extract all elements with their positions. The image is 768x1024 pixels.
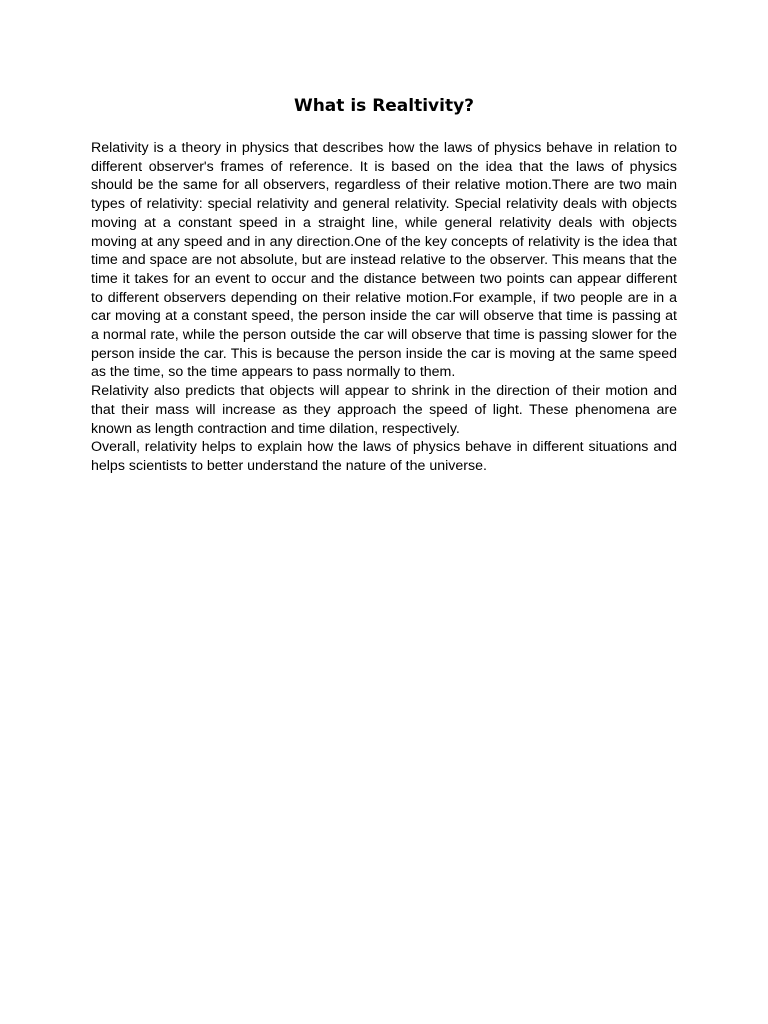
paragraph-predictions: Relativity also predicts that objects will appear to shrink in the direction of their motion and that their mass will increase as they approach the speed of light. These phenomena are known as length contraction and time dilation, respectively. xyxy=(91,383,677,437)
document-title: What is Realtivity? xyxy=(293,96,475,116)
document-body xyxy=(91,139,677,476)
paragraph-conclusion: Overall, relativity helps to explain how the laws of physics behave in different situations and helps scientists to better understand the nature of the universe. xyxy=(91,439,677,474)
paragraph-intro: Relativity is a theory in physics that describes how the laws of physics behave in relation to different observer's frames of reference. It is based on the idea that the laws of physics should be the same for all observers, regardless of their relative motion.There are two main types of relativity: special relativity and general relativity. Special relativity deals with objects moving at a constant speed in a straight line, while general relativity deals with objects moving at any speed and in any direction.One of the key concepts of relativity is the idea that time and space are not absolute, but are instead relative to the observer. This means that the time it takes for an event to occur and the distance between two points can appear different to different observers depending on their relative motion.For example, if two people are in a car moving at a constant speed, the person inside the car will observe that time is passing at a normal rate, while the person outside the car will observe that time is passing slower for the person inside the car. This is because the person inside the car is moving at the same speed as the time, so the time appears to pass normally to them. xyxy=(91,140,677,381)
